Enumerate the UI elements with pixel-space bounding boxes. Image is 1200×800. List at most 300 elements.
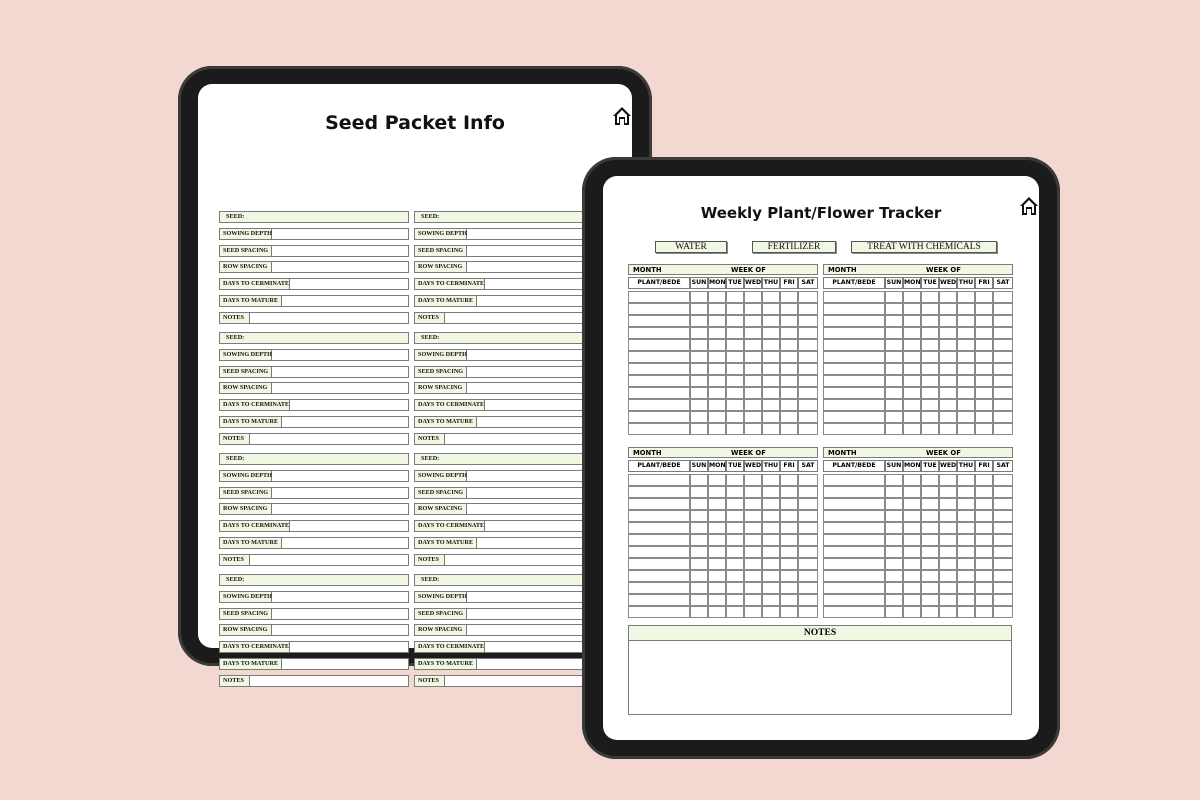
seed-field-days-to-mature[interactable] [219, 416, 409, 428]
seed-field-sowing-depth[interactable] [219, 228, 409, 240]
tracker-cell[interactable] [975, 339, 993, 351]
tracker-cell[interactable] [993, 387, 1013, 399]
tracker-cell[interactable] [798, 423, 818, 435]
tracker-cell[interactable] [762, 375, 780, 387]
tracker-cell[interactable] [628, 303, 690, 315]
tracker-cell[interactable] [762, 411, 780, 423]
tracker-cell[interactable] [823, 315, 885, 327]
tracker-cell[interactable] [744, 546, 762, 558]
tracker-cell[interactable] [726, 327, 744, 339]
tracker-cell[interactable] [708, 387, 726, 399]
tracker-cell[interactable] [921, 411, 939, 423]
tracker-cell[interactable] [798, 375, 818, 387]
tracker-cell[interactable] [993, 606, 1013, 618]
tracker-cell[interactable] [921, 534, 939, 546]
tracker-cell[interactable] [690, 582, 708, 594]
tracker-cell[interactable] [885, 510, 903, 522]
tracker-cell[interactable] [975, 498, 993, 510]
seed-field-seed[interactable] [219, 574, 409, 586]
tracker-cell[interactable] [993, 291, 1013, 303]
tracker-cell[interactable] [798, 411, 818, 423]
tracker-cell[interactable] [903, 363, 921, 375]
tracker-cell[interactable] [921, 606, 939, 618]
tracker-cell[interactable] [957, 498, 975, 510]
tracker-cell[interactable] [780, 594, 798, 606]
tracker-cell[interactable] [885, 363, 903, 375]
tracker-cell[interactable] [762, 303, 780, 315]
tracker-cell[interactable] [823, 387, 885, 399]
seed-field-notes[interactable] [219, 554, 409, 566]
tracker-cell[interactable] [628, 423, 690, 435]
tracker-cell[interactable] [708, 399, 726, 411]
tracker-cell[interactable] [780, 522, 798, 534]
tracker-cell[interactable] [823, 327, 885, 339]
tracker-cell[interactable] [885, 522, 903, 534]
seed-field-days-to-mature[interactable] [414, 537, 604, 549]
seed-field-days-to-germinate[interactable] [414, 520, 604, 532]
tracker-cell[interactable] [903, 315, 921, 327]
tracker-cell[interactable] [708, 375, 726, 387]
tracker-cell[interactable] [744, 411, 762, 423]
tracker-cell[interactable] [690, 498, 708, 510]
tracker-cell[interactable] [762, 558, 780, 570]
tracker-cell[interactable] [780, 315, 798, 327]
tracker-cell[interactable] [744, 498, 762, 510]
tracker-cell[interactable] [762, 486, 780, 498]
tracker-cell[interactable] [957, 327, 975, 339]
tracker-cell[interactable] [903, 546, 921, 558]
tracker-cell[interactable] [690, 327, 708, 339]
tracker-cell[interactable] [823, 423, 885, 435]
tracker-cell[interactable] [921, 546, 939, 558]
tracker-cell[interactable] [628, 411, 690, 423]
seed-field-row-spacing[interactable] [219, 624, 409, 636]
tracker-cell[interactable] [726, 387, 744, 399]
tracker-cell[interactable] [939, 351, 957, 363]
tracker-cell[interactable] [993, 522, 1013, 534]
seed-field-sowing-depth[interactable] [219, 470, 409, 482]
tracker-cell[interactable] [798, 315, 818, 327]
tracker-cell[interactable] [993, 315, 1013, 327]
tracker-cell[interactable] [823, 582, 885, 594]
tracker-cell[interactable] [885, 474, 903, 486]
tracker-cell[interactable] [939, 546, 957, 558]
tracker-cell[interactable] [885, 411, 903, 423]
tracker-cell[interactable] [744, 363, 762, 375]
tracker-cell[interactable] [780, 474, 798, 486]
seed-field-days-to-mature[interactable] [414, 295, 604, 307]
tracker-cell[interactable] [903, 411, 921, 423]
tracker-cell[interactable] [780, 606, 798, 618]
tracker-cell[interactable] [921, 423, 939, 435]
tracker-cell[interactable] [975, 606, 993, 618]
tracker-cell[interactable] [708, 558, 726, 570]
seed-field-row-spacing[interactable] [219, 382, 409, 394]
tracker-cell[interactable] [957, 303, 975, 315]
tracker-cell[interactable] [744, 570, 762, 582]
tracker-cell[interactable] [726, 534, 744, 546]
tracker-cell[interactable] [975, 486, 993, 498]
seed-field-days-to-germinate[interactable] [414, 278, 604, 290]
seed-field-sowing-depth[interactable] [414, 470, 604, 482]
tracker-cell[interactable] [939, 510, 957, 522]
tracker-cell[interactable] [708, 411, 726, 423]
seed-field-row-spacing[interactable] [414, 624, 604, 636]
tracker-cell[interactable] [628, 339, 690, 351]
tracker-cell[interactable] [726, 423, 744, 435]
seed-field-seed-spacing[interactable] [219, 245, 409, 257]
tracker-cell[interactable] [885, 423, 903, 435]
seed-field-days-to-mature[interactable] [219, 537, 409, 549]
tracker-cell[interactable] [939, 486, 957, 498]
tracker-cell[interactable] [708, 474, 726, 486]
tracker-cell[interactable] [780, 363, 798, 375]
tracker-cell[interactable] [903, 570, 921, 582]
tracker-cell[interactable] [726, 339, 744, 351]
tracker-cell[interactable] [628, 291, 690, 303]
tracker-cell[interactable] [957, 606, 975, 618]
tracker-cell[interactable] [957, 423, 975, 435]
tracker-cell[interactable] [762, 474, 780, 486]
seed-field-seed-spacing[interactable] [219, 608, 409, 620]
tracker-cell[interactable] [939, 606, 957, 618]
tracker-cell[interactable] [744, 474, 762, 486]
home-icon[interactable] [1019, 196, 1039, 216]
tracker-cell[interactable] [798, 327, 818, 339]
tracker-cell[interactable] [903, 339, 921, 351]
tracker-cell[interactable] [957, 399, 975, 411]
tracker-cell[interactable] [957, 570, 975, 582]
tracker-cell[interactable] [921, 486, 939, 498]
tracker-cell[interactable] [993, 303, 1013, 315]
tracker-cell[interactable] [975, 534, 993, 546]
tracker-cell[interactable] [762, 339, 780, 351]
tracker-cell[interactable] [780, 327, 798, 339]
tracker-cell[interactable] [798, 570, 818, 582]
seed-field-sowing-depth[interactable] [414, 591, 604, 603]
tracker-cell[interactable] [780, 570, 798, 582]
tracker-cell[interactable] [798, 522, 818, 534]
tracker-cell[interactable] [744, 522, 762, 534]
tracker-cell[interactable] [708, 315, 726, 327]
tracker-cell[interactable] [628, 558, 690, 570]
tracker-cell[interactable] [628, 594, 690, 606]
tracker-cell[interactable] [744, 387, 762, 399]
tracker-cell[interactable] [726, 411, 744, 423]
tracker-cell[interactable] [780, 303, 798, 315]
tracker-cell[interactable] [726, 606, 744, 618]
tracker-cell[interactable] [780, 486, 798, 498]
notes-box[interactable] [628, 625, 1012, 715]
tracker-cell[interactable] [939, 582, 957, 594]
tracker-cell[interactable] [744, 315, 762, 327]
tracker-cell[interactable] [957, 486, 975, 498]
seed-field-seed-spacing[interactable] [414, 608, 604, 620]
tracker-cell[interactable] [690, 411, 708, 423]
tracker-cell[interactable] [780, 387, 798, 399]
tracker-cell[interactable] [690, 387, 708, 399]
tracker-cell[interactable] [975, 375, 993, 387]
tracker-cell[interactable] [957, 558, 975, 570]
tracker-cell[interactable] [762, 606, 780, 618]
tracker-cell[interactable] [708, 582, 726, 594]
tracker-cell[interactable] [885, 387, 903, 399]
tracker-cell[interactable] [993, 399, 1013, 411]
tracker-cell[interactable] [975, 315, 993, 327]
tracker-cell[interactable] [708, 303, 726, 315]
tracker-cell[interactable] [628, 486, 690, 498]
tracker-cell[interactable] [762, 498, 780, 510]
tracker-cell[interactable] [957, 510, 975, 522]
tracker-cell[interactable] [957, 582, 975, 594]
tracker-cell[interactable] [690, 606, 708, 618]
tracker-cell[interactable] [708, 291, 726, 303]
tracker-cell[interactable] [628, 522, 690, 534]
tracker-cell[interactable] [708, 606, 726, 618]
seed-field-sowing-depth[interactable] [414, 228, 604, 240]
tracker-cell[interactable] [726, 558, 744, 570]
seed-field-notes[interactable] [219, 433, 409, 445]
tracker-cell[interactable] [939, 291, 957, 303]
tracker-cell[interactable] [690, 534, 708, 546]
tracker-cell[interactable] [690, 546, 708, 558]
tracker-cell[interactable] [885, 594, 903, 606]
seed-field-seed[interactable] [219, 332, 409, 344]
tracker-cell[interactable] [957, 474, 975, 486]
tracker-cell[interactable] [762, 351, 780, 363]
tracker-cell[interactable] [628, 363, 690, 375]
tracker-cell[interactable] [939, 474, 957, 486]
tracker-cell[interactable] [903, 474, 921, 486]
tracker-cell[interactable] [993, 339, 1013, 351]
tracker-cell[interactable] [939, 303, 957, 315]
tracker-cell[interactable] [744, 558, 762, 570]
tracker-cell[interactable] [903, 498, 921, 510]
tracker-cell[interactable] [903, 327, 921, 339]
tracker-cell[interactable] [939, 558, 957, 570]
tracker-cell[interactable] [780, 411, 798, 423]
tracker-cell[interactable] [823, 558, 885, 570]
tracker-cell[interactable] [726, 291, 744, 303]
tracker-cell[interactable] [726, 303, 744, 315]
tracker-cell[interactable] [762, 315, 780, 327]
home-icon[interactable] [612, 106, 632, 126]
seed-field-seed-spacing[interactable] [219, 366, 409, 378]
seed-field-days-to-germinate[interactable] [219, 278, 409, 290]
tracker-cell[interactable] [823, 351, 885, 363]
tracker-cell[interactable] [690, 423, 708, 435]
tracker-cell[interactable] [885, 351, 903, 363]
tracker-cell[interactable] [939, 339, 957, 351]
tracker-cell[interactable] [780, 498, 798, 510]
tracker-cell[interactable] [744, 423, 762, 435]
tracker-cell[interactable] [708, 510, 726, 522]
tracker-cell[interactable] [726, 363, 744, 375]
tracker-cell[interactable] [957, 594, 975, 606]
seed-field-sowing-depth[interactable] [414, 349, 604, 361]
tracker-cell[interactable] [975, 582, 993, 594]
seed-field-seed-spacing[interactable] [219, 487, 409, 499]
tracker-cell[interactable] [798, 474, 818, 486]
tracker-cell[interactable] [823, 399, 885, 411]
tracker-cell[interactable] [798, 351, 818, 363]
tracker-cell[interactable] [903, 399, 921, 411]
tracker-cell[interactable] [726, 375, 744, 387]
tracker-cell[interactable] [690, 510, 708, 522]
tracker-cell[interactable] [903, 582, 921, 594]
tracker-cell[interactable] [823, 291, 885, 303]
tracker-cell[interactable] [744, 339, 762, 351]
tracker-cell[interactable] [957, 291, 975, 303]
tracker-cell[interactable] [975, 423, 993, 435]
tracker-cell[interactable] [921, 558, 939, 570]
tracker-cell[interactable] [993, 363, 1013, 375]
tracker-cell[interactable] [628, 387, 690, 399]
tracker-cell[interactable] [690, 486, 708, 498]
tracker-cell[interactable] [975, 510, 993, 522]
tracker-cell[interactable] [690, 594, 708, 606]
tracker-cell[interactable] [798, 534, 818, 546]
tracker-cell[interactable] [726, 594, 744, 606]
tracker-cell[interactable] [993, 411, 1013, 423]
seed-field-seed[interactable] [219, 211, 409, 223]
tracker-cell[interactable] [708, 327, 726, 339]
tracker-cell[interactable] [798, 606, 818, 618]
tracker-cell[interactable] [885, 303, 903, 315]
tracker-cell[interactable] [903, 522, 921, 534]
tracker-cell[interactable] [708, 522, 726, 534]
tracker-cell[interactable] [726, 510, 744, 522]
tracker-cell[interactable] [726, 522, 744, 534]
tracker-cell[interactable] [921, 582, 939, 594]
tracker-cell[interactable] [921, 399, 939, 411]
tracker-cell[interactable] [628, 498, 690, 510]
tracker-cell[interactable] [726, 399, 744, 411]
tracker-cell[interactable] [762, 534, 780, 546]
tracker-cell[interactable] [957, 546, 975, 558]
tracker-cell[interactable] [939, 327, 957, 339]
tracker-cell[interactable] [744, 606, 762, 618]
tracker-cell[interactable] [628, 351, 690, 363]
tracker-cell[interactable] [708, 363, 726, 375]
tracker-cell[interactable] [628, 510, 690, 522]
tracker-cell[interactable] [957, 522, 975, 534]
tracker-cell[interactable] [628, 375, 690, 387]
tracker-cell[interactable] [762, 546, 780, 558]
tracker-cell[interactable] [798, 498, 818, 510]
tracker-cell[interactable] [939, 498, 957, 510]
tracker-cell[interactable] [903, 510, 921, 522]
tracker-cell[interactable] [726, 315, 744, 327]
tracker-cell[interactable] [975, 327, 993, 339]
seed-field-days-to-germinate[interactable] [219, 520, 409, 532]
seed-field-row-spacing[interactable] [219, 261, 409, 273]
tracker-cell[interactable] [957, 387, 975, 399]
tracker-cell[interactable] [708, 486, 726, 498]
tracker-cell[interactable] [690, 375, 708, 387]
tracker-cell[interactable] [903, 606, 921, 618]
tracker-cell[interactable] [798, 594, 818, 606]
tracker-cell[interactable] [993, 486, 1013, 498]
tracker-cell[interactable] [823, 498, 885, 510]
tracker-cell[interactable] [726, 474, 744, 486]
tracker-cell[interactable] [957, 375, 975, 387]
tracker-cell[interactable] [903, 534, 921, 546]
tracker-cell[interactable] [628, 399, 690, 411]
tracker-cell[interactable] [780, 351, 798, 363]
tracker-cell[interactable] [921, 303, 939, 315]
tracker-cell[interactable] [957, 363, 975, 375]
tracker-cell[interactable] [903, 351, 921, 363]
tracker-cell[interactable] [939, 399, 957, 411]
tracker-cell[interactable] [993, 327, 1013, 339]
tracker-cell[interactable] [708, 570, 726, 582]
tracker-cell[interactable] [690, 522, 708, 534]
tracker-cell[interactable] [975, 387, 993, 399]
tracker-cell[interactable] [885, 498, 903, 510]
tracker-cell[interactable] [823, 546, 885, 558]
tracker-cell[interactable] [798, 291, 818, 303]
seed-field-seed[interactable] [414, 211, 604, 223]
tracker-cell[interactable] [975, 399, 993, 411]
tracker-cell[interactable] [823, 339, 885, 351]
tracker-cell[interactable] [708, 423, 726, 435]
tracker-cell[interactable] [939, 315, 957, 327]
tracker-cell[interactable] [708, 498, 726, 510]
tracker-cell[interactable] [921, 594, 939, 606]
tracker-cell[interactable] [903, 387, 921, 399]
seed-field-row-spacing[interactable] [414, 503, 604, 515]
tracker-cell[interactable] [823, 474, 885, 486]
tracker-cell[interactable] [726, 498, 744, 510]
tracker-cell[interactable] [975, 474, 993, 486]
tracker-cell[interactable] [975, 303, 993, 315]
tracker-cell[interactable] [780, 291, 798, 303]
tracker-cell[interactable] [690, 315, 708, 327]
tracker-cell[interactable] [939, 375, 957, 387]
tracker-cell[interactable] [885, 606, 903, 618]
tracker-cell[interactable] [798, 399, 818, 411]
tracker-cell[interactable] [780, 423, 798, 435]
tracker-cell[interactable] [744, 375, 762, 387]
tracker-cell[interactable] [762, 582, 780, 594]
tracker-cell[interactable] [744, 327, 762, 339]
tracker-cell[interactable] [762, 570, 780, 582]
tracker-cell[interactable] [993, 510, 1013, 522]
tracker-cell[interactable] [690, 363, 708, 375]
tracker-cell[interactable] [921, 291, 939, 303]
tracker-cell[interactable] [957, 411, 975, 423]
tracker-cell[interactable] [921, 387, 939, 399]
seed-field-notes[interactable] [414, 675, 604, 687]
tracker-cell[interactable] [708, 351, 726, 363]
tracker-cell[interactable] [726, 351, 744, 363]
tracker-cell[interactable] [823, 570, 885, 582]
tracker-cell[interactable] [885, 339, 903, 351]
tracker-cell[interactable] [780, 534, 798, 546]
tracker-cell[interactable] [903, 594, 921, 606]
tracker-cell[interactable] [885, 315, 903, 327]
tracker-cell[interactable] [690, 558, 708, 570]
tracker-cell[interactable] [628, 570, 690, 582]
tracker-cell[interactable] [975, 558, 993, 570]
tracker-cell[interactable] [957, 534, 975, 546]
seed-field-days-to-mature[interactable] [219, 658, 409, 670]
tracker-cell[interactable] [690, 291, 708, 303]
tracker-cell[interactable] [690, 570, 708, 582]
seed-field-seed[interactable] [414, 453, 604, 465]
tracker-cell[interactable] [798, 510, 818, 522]
